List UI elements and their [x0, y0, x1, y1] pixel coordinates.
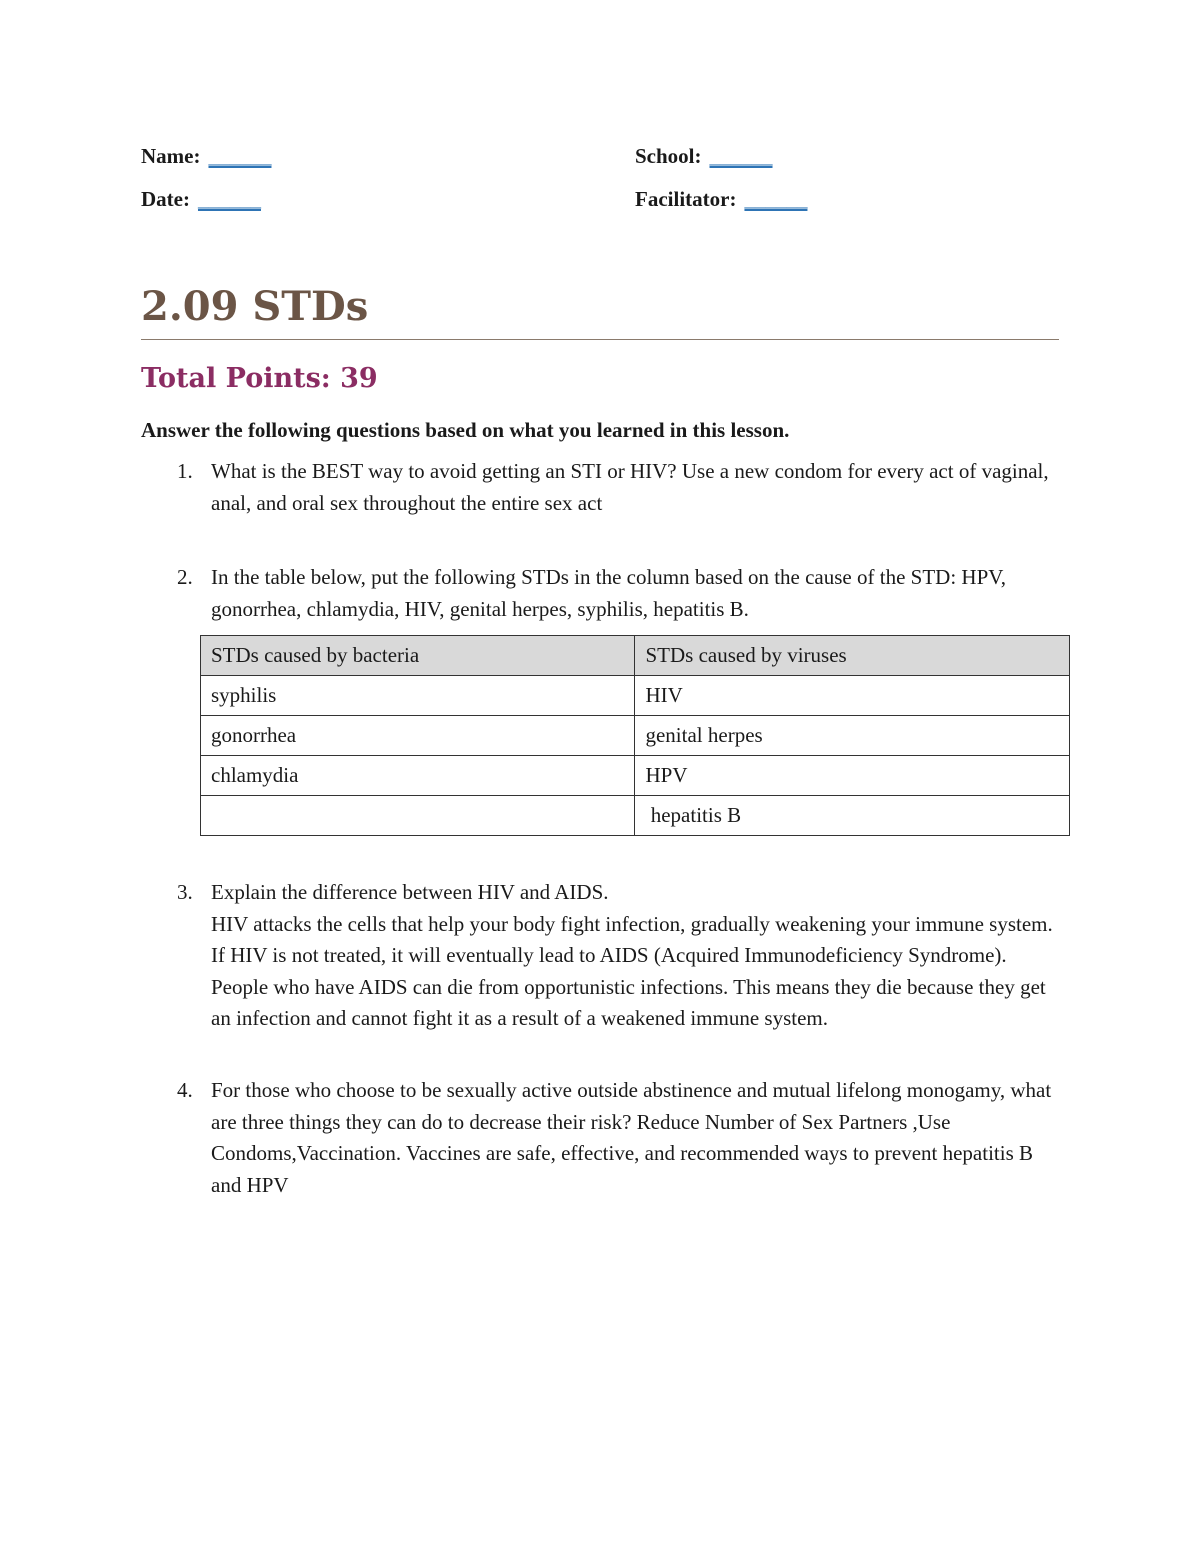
question-2 — [141, 562, 1061, 625]
question-text: In the table below, put the following STDs in the column based on the cause of the STD: HPV, gonorrhea, chlamydia, HIV, genital herpes, syphilis, hepatitis B. — [211, 565, 1006, 621]
question-1 — [141, 456, 1061, 519]
question-number: 2. — [177, 565, 193, 589]
question-4 — [141, 1075, 1061, 1201]
school-field — [635, 143, 773, 169]
name-blank[interactable]: ______ — [208, 144, 272, 168]
table-cell[interactable]: gonorrhea — [201, 716, 635, 756]
question-text: What is the BEST way to avoid getting an STI or HIV? Use a new condom for every act of vaginal, anal, and oral sex throughout the entire sex act — [211, 459, 1049, 515]
question-text: For those who choose to be sexually active outside abstinence and mutual lifelong monogamy, what are three things they can do to decrease their risk? Reduce Number of Sex Partners ,Use Condoms,Vaccination. Vaccines are safe, effective, and recommended ways to prevent hepatitis B and HPV — [211, 1078, 1052, 1197]
table-row — [201, 716, 1070, 756]
name-field — [141, 143, 271, 169]
question-text — [211, 877, 1061, 1035]
question-answer: HIV attacks the cells that help your body fight infection, gradually weakening your immune system. If HIV is not treated, it will eventually lead to AIDS (Acquired Immunodeficiency Syndrome). People who have AIDS can die from opportunistic infections. This means they die because they get an infection and cannot fight it as a result of a weakened immune system. — [211, 911, 1053, 1030]
table-cell[interactable]: HIV — [635, 676, 1070, 716]
facilitator-field — [635, 186, 807, 212]
table-header-row — [201, 636, 1070, 676]
table-row — [201, 756, 1070, 796]
instructions: Answer the following questions based on what you learned in this lesson. — [141, 418, 790, 442]
table-row — [201, 796, 1070, 836]
question-prompt: Explain the difference between HIV and AIDS. — [211, 880, 609, 904]
page-title: 2.09 STDs — [141, 283, 369, 330]
table-row — [201, 676, 1070, 716]
table-cell[interactable]: chlamydia — [201, 756, 635, 796]
facilitator-label: Facilitator: — [635, 187, 737, 211]
table-cell[interactable]: syphilis — [201, 676, 635, 716]
table-cell[interactable] — [201, 796, 635, 836]
school-label: School: — [635, 144, 702, 168]
date-field — [141, 186, 261, 212]
name-label: Name: — [141, 144, 201, 168]
question-3 — [141, 877, 1061, 1035]
table-cell[interactable]: HPV — [635, 756, 1070, 796]
total-points-heading: Total Points: 39 — [141, 363, 378, 394]
column-header-viruses: STDs caused by viruses — [635, 636, 1070, 676]
std-cause-table — [200, 635, 1070, 836]
title-divider — [141, 339, 1059, 340]
date-label: Date: — [141, 187, 190, 211]
column-header-bacteria: STDs caused by bacteria — [201, 636, 635, 676]
question-number: 1. — [177, 459, 193, 483]
table-cell[interactable]: hepatitis B — [635, 796, 1070, 836]
date-blank[interactable]: ______ — [197, 187, 261, 211]
school-blank[interactable]: ______ — [709, 144, 773, 168]
question-number: 3. — [177, 880, 193, 904]
facilitator-blank[interactable]: ______ — [744, 187, 808, 211]
question-number: 4. — [177, 1078, 193, 1102]
table-cell[interactable]: genital herpes — [635, 716, 1070, 756]
